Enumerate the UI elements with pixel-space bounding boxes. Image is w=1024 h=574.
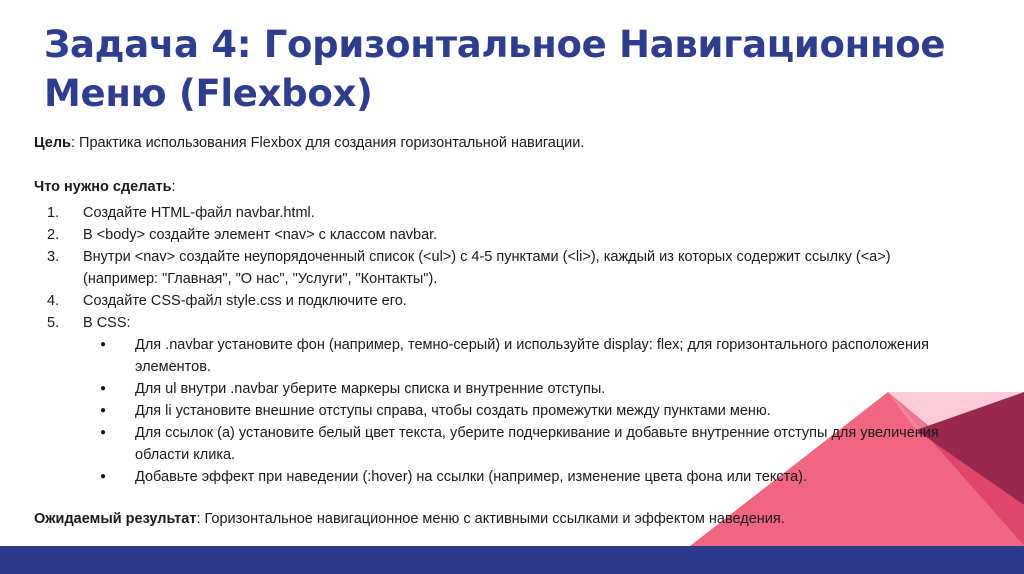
bullet-text: Для .navbar установите фон (например, темно-серый) и используйте display: flex; для горизонтального расположения элементов.: [135, 337, 929, 375]
todo-heading: [34, 176, 944, 198]
step-number: 5.: [47, 315, 60, 331]
bullet-icon: ●: [100, 405, 107, 416]
step-text: Внутри <nav> создайте неупорядоченный список (<ul>) с 4-5 пунктами (<li>), каждый из которых содержит ссылку (<a>) (например: "Главная", "О нас", "Услуги", "Контакты").: [83, 249, 891, 287]
bottom-bar: [0, 546, 1024, 574]
goal-text: : Практика использования Flexbox для создания горизонтальной навигации.: [70, 135, 585, 151]
list-item: [34, 246, 944, 290]
bullet-icon: ●: [100, 427, 107, 438]
goal-line: [34, 132, 944, 154]
css-bullet-list: [83, 334, 944, 488]
bullet-text: Для ссылок (a) установите белый цвет текста, уберите подчеркивание и добавьте внутренние отступы для увеличения области клика.: [135, 425, 939, 463]
step-text: В <body> создайте элемент <nav> с классом navbar.: [83, 227, 438, 243]
result-label: Ожидаемый результат: [34, 511, 197, 527]
step-text: Создайте CSS-файл style.css и подключите его.: [83, 293, 407, 309]
bullet-icon: ●: [100, 471, 107, 482]
slide-body: [34, 132, 944, 530]
bullet-text: Для ul внутри .navbar уберите маркеры списка и внутренние отступы.: [135, 381, 606, 397]
bullet-item: [83, 466, 944, 488]
bullet-text: Для li установите внешние отступы справа, чтобы создать промежутки между пунктами меню.: [135, 403, 771, 419]
bullet-item: [83, 400, 944, 422]
list-item: [34, 290, 944, 312]
goal-label: Цель: [34, 135, 71, 151]
step-number: 4.: [47, 293, 60, 309]
list-item: [34, 312, 944, 488]
step-number: 3.: [47, 249, 60, 265]
bullet-text: Добавьте эффект при наведении (:hover) на ссылки (например, изменение цвета фона или текста).: [135, 469, 807, 485]
step-text: Создайте HTML-файл navbar.html.: [83, 205, 315, 221]
result-text: : Горизонтальное навигационное меню с активными ссылками и эффектом наведения.: [196, 511, 785, 527]
step-text: В CSS:: [83, 315, 131, 331]
bullet-icon: ●: [100, 339, 107, 350]
steps-list: [34, 202, 944, 488]
bullet-icon: ●: [100, 383, 107, 394]
slide-title: Задача 4: Горизонтальное Навигационное Меню (Flexbox): [44, 23, 946, 115]
bullet-item: [83, 334, 944, 378]
todo-label: Что нужно сделать: [34, 179, 172, 195]
todo-suffix: :: [171, 179, 176, 195]
bullet-item: [83, 422, 944, 466]
list-item: [34, 202, 944, 224]
list-item: [34, 224, 944, 246]
step-number: 1.: [47, 205, 60, 221]
expected-result: [34, 508, 944, 530]
step-number: 2.: [47, 227, 60, 243]
bullet-item: [83, 378, 944, 400]
